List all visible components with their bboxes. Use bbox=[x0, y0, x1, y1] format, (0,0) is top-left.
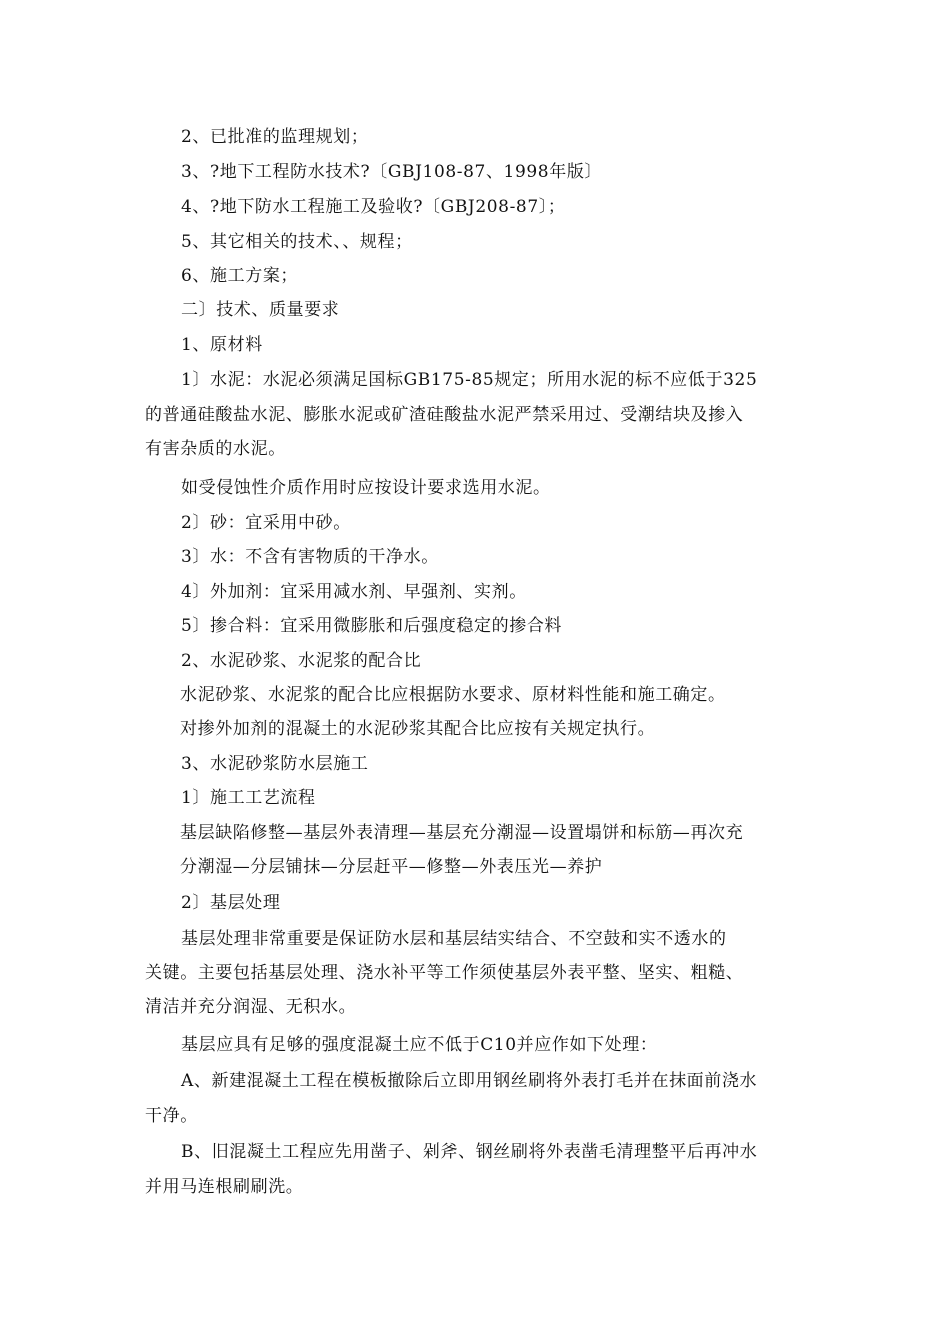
subsection-heading: 1、原材料 bbox=[181, 335, 263, 355]
text-line: 如受侵蚀性介质作用时应按设计要求选用水泥。 bbox=[181, 478, 551, 498]
text-line: 3、?地下工程防水技术?〔GBJ108-87、1998年版〕 bbox=[181, 162, 603, 182]
section-heading: 二〕技术、质量要求 bbox=[181, 300, 340, 320]
text-line: 5〕掺合料：宜采用微膨胀和后强度稳定的掺合料 bbox=[181, 616, 563, 636]
text-line: 关键。主要包括基层处理、浇水补平等工作须使基层外表平整、坚实、粗糙、 bbox=[145, 963, 744, 983]
text-line: 2〕基层处理 bbox=[181, 893, 281, 913]
text-line: A、新建混凝土工程在模板撤除后立即用钢丝刷将外表打毛并在抹面前浇水 bbox=[181, 1071, 758, 1091]
text-line: 1〕水泥：水泥必须满足国标GB175-85规定；所用水泥的标不应低于325 bbox=[181, 370, 758, 390]
text-line: B、旧混凝土工程应先用凿子、剁斧、钢丝刷将外表凿毛清理整平后再冲水 bbox=[181, 1142, 758, 1162]
text-line: 的普通硅酸盐水泥、膨胀水泥或矿渣硅酸盐水泥严禁采用过、受潮结块及掺入 bbox=[145, 405, 744, 425]
text-line: 水泥砂浆、水泥浆的配合比应根据防水要求、原材料性能和施工确定。 bbox=[180, 685, 726, 705]
text-line: 2、已批准的监理规划； bbox=[181, 127, 369, 147]
text-line: 有害杂质的水泥。 bbox=[145, 439, 286, 459]
text-line: 4、?地下防水工程施工及验收?〔GBJ208-87〕； bbox=[181, 197, 566, 217]
text-line: 对掺外加剂的混凝土的水泥砂浆其配合比应按有关规定执行。 bbox=[180, 719, 656, 739]
text-line: 分潮湿—分层铺抹—分层赶平—修整—外表压光—养护 bbox=[180, 857, 603, 877]
text-line: 基层处理非常重要是保证防水层和基层结实结合、不空鼓和实不透水的 bbox=[181, 929, 727, 949]
text-line: 基层缺陷修整—基层外表清理—基层充分潮湿—设置塌饼和标筋—再次充 bbox=[180, 823, 744, 843]
text-line: 4〕外加剂：宜采用减水剂、早强剂、实剂。 bbox=[181, 582, 527, 602]
text-line: 基层应具有足够的强度混凝土应不低于C10并应作如下处理： bbox=[181, 1035, 658, 1055]
subsection-heading: 2、水泥砂浆、水泥浆的配合比 bbox=[181, 651, 422, 671]
text-line: 2〕砂：宜采用中砂。 bbox=[181, 513, 351, 533]
text-line: 6、施工方案； bbox=[181, 266, 299, 286]
subsection-heading: 3、水泥砂浆防水层施工 bbox=[181, 754, 369, 774]
text-line: 并用马连根刷刷洗。 bbox=[145, 1177, 304, 1197]
text-line: 1〕施工工艺流程 bbox=[181, 788, 316, 808]
text-line: 清洁并充分润湿、无积水。 bbox=[145, 997, 357, 1017]
text-line: 干净。 bbox=[145, 1106, 198, 1126]
text-line: 3〕水：不含有害物质的干净水。 bbox=[181, 547, 439, 567]
text-line: 5、其它相关的技术、、规程； bbox=[181, 232, 413, 252]
